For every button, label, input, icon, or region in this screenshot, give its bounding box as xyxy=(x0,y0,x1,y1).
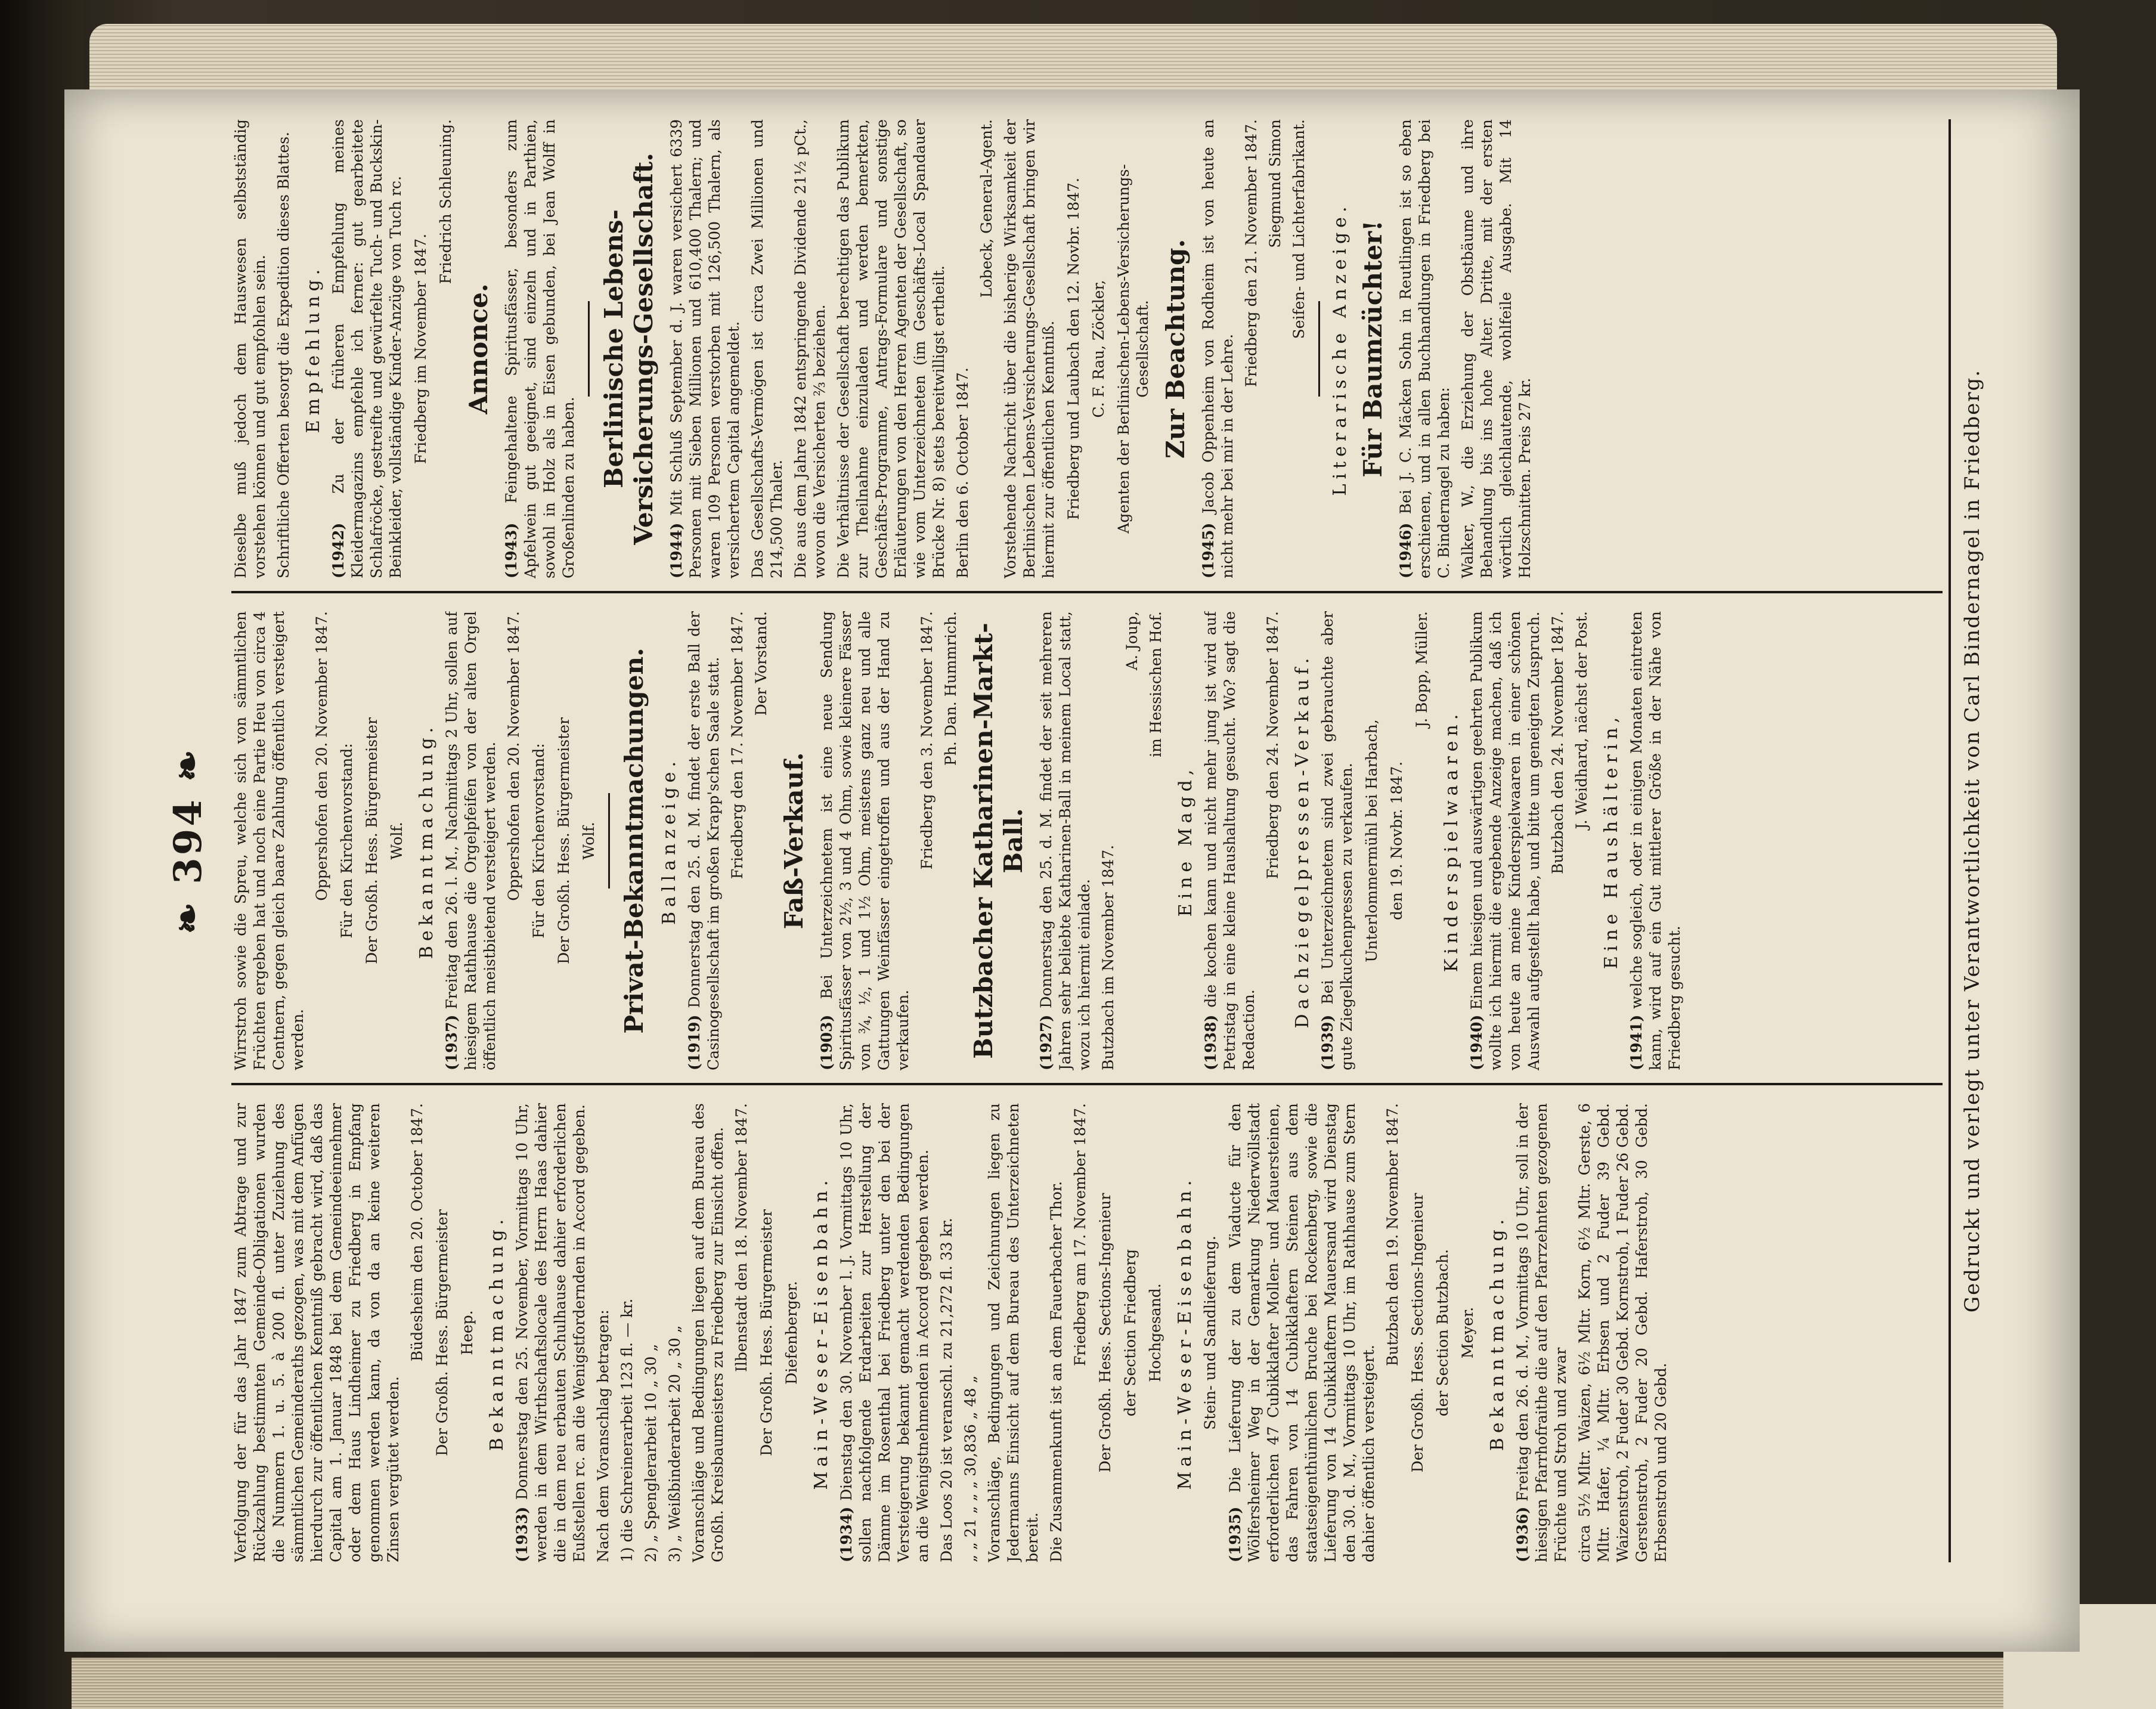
notice-text: Voranschläge und Bedingungen liegen auf dem Bureau des Großh. Kreisbaumeisters zu Friedberg zur Einsicht offen. xyxy=(690,1103,726,1562)
notice-signature: Der Vorstand. xyxy=(752,611,770,716)
notice-date: Friedberg am 17. November 1847. xyxy=(1071,1103,1089,1366)
notice-heading: Dachziegelpressen-Verkauf. xyxy=(1292,653,1313,1029)
notice-signature: Diefenberger. xyxy=(783,1281,800,1385)
notice-signature: Wolf. xyxy=(388,822,405,860)
notice-body: (1946) Bei J. C. Mäcken Sohn in Reutlingen ist so eben erschienen, und in allen Buchhandlungen in Friedberg bei C. Bindernagel zu haben: xyxy=(1397,119,1452,578)
notice-text: Die aus dem Jahre 1842 entspringende Dividende 21½ pCt., wovon die Versicherten ⅔ beziehen. xyxy=(792,119,828,578)
notice-heading: Bekanntmachung. xyxy=(487,1214,507,1451)
notice-signature: Der Großh. Hess. Bürgermeister xyxy=(555,717,572,964)
page-header xyxy=(166,119,219,1562)
notice-date: Berlin den 6. October 1847. xyxy=(954,367,971,578)
notice-text: 1) die Schreinerarbeit 123 fl. — kr. xyxy=(618,1298,636,1562)
notice-date: den 19. Novbr. 1847. xyxy=(1388,761,1405,921)
notice-text: Das Gesellschafts-Vermögen ist circa Zwei Millionen und 214,500 Thaler. xyxy=(749,119,785,578)
notice-body: (1942) Zu der früheren Empfehlung meines Kleidermagazins empfehle ich ferner: gut gearbeitete Schlafröcke, gestreifte und gewürfelte Tuch- und Buckskin-Beinkleider, vollständige Kinder-Anzüge von Tuch rc. xyxy=(330,119,404,578)
columns xyxy=(231,119,1943,1562)
notice-text: 3) „ Weißbinderarbeit 20 „ 30 „ xyxy=(666,1325,683,1562)
notice-date: Friedberg den 3. November 1847. xyxy=(918,611,935,870)
notice-body: (1940) Einem hiesigen und auswärtigen geehrten Publikum wollte ich hiermit die ergebende Anzeige machen, daß ich von heute an meine Kinderspielwaaren in einer schönen Auswahl aufgestellt habe, und bitte um geneigten Zuspruch. xyxy=(1468,611,1542,1070)
notice-signature: J. Bopp, Müller. xyxy=(1413,611,1430,727)
notice-signature: Für den Kirchenvorstand: xyxy=(530,743,547,939)
notice-body: (1919) Donnerstag den 25. d. M. findet der erste Ball der Casinogesellschaft im großen Krapp'schen Saale statt. xyxy=(686,611,722,1070)
notice-signature: Ph. Dan. Hummrich. xyxy=(942,611,959,766)
notice-date: Butzbach den 19. November 1847. xyxy=(1384,1103,1401,1367)
notice-heading-large: Zur Beachtung. xyxy=(1161,239,1190,459)
notice-text: Wirrstroh sowie die Spreu, welche sich von sämmtlichen Früchten ergeben hat und noch eine Partie Heu von circa 4 Centnern, gegen gleich baare Zahlung öffentlich versteigert werden. xyxy=(232,611,306,1070)
notice-signature: im Hessischen Hof. xyxy=(1147,611,1164,757)
notice-heading-large: Für Baumzüchter! xyxy=(1358,220,1387,478)
notice-heading: Kinderspielwaaren. xyxy=(1441,709,1462,973)
page-edges-bottom xyxy=(72,1658,2087,1709)
imprint-footer: Gedruckt und verlegt unter Verantwortlichkeit von Carl Bindernagel in Friedberg. xyxy=(1960,369,1984,1313)
notice-body: (1903) Bei Unterzeichnetem ist eine neue Sendung Spiritusfässer von 2½, 3 und 4 Ohm, sowie kleinere Fässer von ¾, ½, 1 und 1½ Ohm, meistens ganz neu und alle Gattungen Weinfässer eingetroffen und aus der Hand zu verkaufen. xyxy=(818,611,912,1070)
notice-signature: der Section Friedberg xyxy=(1122,1249,1139,1417)
notice-body: (1933) Donnerstag den 25. November, Vormittags 10 Uhr, werden in dem Wirthschaftslocale des Herrn Haas dahier die in dem neu erbauten Schulhause dahier erforderlichen Eußstellen rc. an die Wenigstfordernden in Accord gegeben. xyxy=(513,1103,588,1562)
notice-date: Friedberg im November 1847. xyxy=(412,233,429,465)
notice-body: (1927) Donnerstag den 25. d. M. findet der seit mehreren Jahren sehr beliebte Katharinen-Ball in meinem Local statt, wozu ich hiermit einlade. xyxy=(1037,611,1093,1070)
notice-date: Friedberg und Laubach den 12. Novbr. 1847. xyxy=(1065,178,1082,520)
notice-body: (1936) Freitag den 26. d. M., Vormittags 10 Uhr, soll in der hiesigen Pfarrhofraithe die auf den Pfarrzehnten gezogenen Früchte und Stroh und zwar xyxy=(1514,1103,1569,1562)
notice-date: Oppershofen den 20. November 1847. xyxy=(505,611,522,901)
section-heading: Privat-Bekanntmachungen. xyxy=(619,648,649,1034)
notice-date: Butzbach den 24. November 1847. xyxy=(1549,611,1566,875)
notice-signature: C. F. Rau, Zöckler, xyxy=(1090,280,1107,418)
notice-heading: Eine Haushälterin, xyxy=(1601,712,1622,970)
notice-body: (1945) Jacob Oppenheim von Rodheim ist von heute an nicht mehr bei mir in der Lehre. xyxy=(1200,119,1236,578)
notice-text: „ „ 21 „ „ „ 30,836 „ 48 „ xyxy=(962,1375,979,1562)
notice-text: 2) „ Spenglerarbeit 10 „ 30 „ xyxy=(642,1343,659,1562)
notice-subheading: Stein- und Sandlieferung. xyxy=(1201,1236,1219,1430)
notice-signature: Für den Kirchenvorstand: xyxy=(338,743,355,939)
notice-text: Die Verhältnisse der Gesellschaft berechtigen das Publikum zur Theilnahme einzuladen und werden bemerkten, Geschäfts-Programme, Antrags-Formulare und sonstige Erläuterungen von den Herren Agenten der Gesellschaft, so wie vom Unterzeichneten (im Geschäfts-Local Spandauer Brücke Nr. 8) stets bereitwilligst ertheilt. xyxy=(835,119,947,578)
notice-heading: Main-Weser-Eisenbahn. xyxy=(811,1175,832,1490)
notice-date: Oppershofen den 20. November 1847. xyxy=(313,611,330,901)
notice-heading: Bekanntmachung. xyxy=(1487,1214,1508,1451)
notice-body: (1939) Bei Unterzeichnetem sind zwei gebrauchte aber gute Ziegelkuchenpressen zu verkaufen. xyxy=(1319,611,1355,1070)
separator xyxy=(588,301,590,397)
notice-signature: Meyer. xyxy=(1459,1306,1476,1359)
notice-heading: Eine Magd, xyxy=(1175,764,1196,917)
notice-signature: Hochgesand. xyxy=(1147,1283,1164,1382)
notice-body: (1935) Die Lieferung der zu dem Viaducte für den Wölfersheimer Weg in der Gemarkung Niederwöllstadt erforderlichen 47 Cubikklafter Mollen- und Mauersteinen, das Fahren von 14 Cubikklaftern Steinen aus dem staatseigenthümlichen Bruche bei Rockenberg, sowie die Lieferung von 14 Cubikklaftern Mauersand wird Dienstag den 30. d. M., Vormittags 10 Uhr, im Rathhause zum Stern dahier öffentlich versteigert. xyxy=(1226,1103,1377,1562)
notice-heading: Ballanzeige. xyxy=(659,757,680,925)
notice-date: Friedberg den 24. November 1847. xyxy=(1264,611,1281,880)
notice-heading: Empfehlung. xyxy=(303,264,324,434)
notice-date: Ilbenstadt den 18. November 1847. xyxy=(733,1103,750,1372)
notice-signature: Heep. xyxy=(459,1310,476,1355)
notice-heading-large: Faß-Verkauf. xyxy=(779,752,808,930)
notice-text: Dieselbe muß jedoch dem Hauswesen selbstständig vorstehen können und gut empfohlen sein. xyxy=(232,119,268,578)
notice-text: circa 5½ Mltr. Waizen, 6½ Mltr. Korn, 6½ Mltr. Gerste, 6 Mltr. Hafer, ¼ Mltr. Erbsen und 2 Fuder 39 Gebd. Waizenstroh, 2 Fuder 30 Gebd. Kornstroh, 1 Fuder 26 Gebd. Gerstenstroh, 2 Fuder 20 Gebd. Haferstroh, 30 Gebd. Erbsenstroh und 20 Gebd. xyxy=(1576,1103,1669,1562)
notice-signature: Der Großh. Hess. Sections-Ingenieur xyxy=(1096,1193,1114,1473)
notice-signature: Siegmund Simon xyxy=(1266,119,1284,248)
notice-place: Unterlommermühl bei Harbach, xyxy=(1363,719,1380,962)
notice-signature: J. Weidhard, nächst der Post. xyxy=(1573,611,1590,829)
notice-signature: Der Großh. Hess. Bürgermeister xyxy=(363,717,380,964)
notice-heading-large: Berlinische Lebens-Versicherungs-Gesellschaft. xyxy=(599,153,658,545)
notice-heading-large: Annonce. xyxy=(464,283,493,414)
notice-signature: A. Joup, xyxy=(1123,611,1141,671)
notice-body: (1934) Dienstag den 30. November l. J. Vormittags 10 Uhr, sollen nachfolgende Erdarbeiten zur Herstellung der Dämme im Rosenthal bei Friedberg unter den bei der Versteigerung bekannt gemacht werdenden Bedingungen an die Wenigstnehmenden in Accord gegeben werden. xyxy=(838,1103,931,1562)
notice-text: Das Loos 20 ist veranschl. zu 21,272 fl. 33 kr. xyxy=(938,1218,955,1562)
page-number: ❧ 394 ❧ xyxy=(166,747,210,934)
notice-heading: Literarische Anzeige. xyxy=(1330,202,1350,496)
notice-body: (1937) Freitag den 26. l. M., Nachmittags 2 Uhr, sollen auf hiesigem Rathhause die Orgelpfeifen von der alten Orgel öffentlich meistbietend versteigert werden. xyxy=(443,611,498,1070)
notice-date: Friedberg den 21. November 1847. xyxy=(1243,119,1260,388)
notice-signature: Der Großh. Hess. Bürgermeister xyxy=(758,1209,775,1456)
newspaper-page xyxy=(64,89,2080,1652)
footer-rule xyxy=(1949,119,1951,1562)
notice-date: Büdesheim den 20. October 1847. xyxy=(408,1103,426,1362)
notice-signature: Der Großh. Hess. Sections-Ingenieur xyxy=(1409,1193,1426,1473)
notice-signature: Wolf. xyxy=(580,822,597,860)
notice-text: Voranschläge, Bedingungen und Zeichnungen liegen zu Jedermanns Einsicht auf dem Bureau des Unterzeichneten bereit. xyxy=(986,1103,1041,1562)
notice-body: (1944) Mit Schluß September d. J. waren versichert 6339 Personen mit Sieben Millionen und 610,400 Thalern; und waren 109 Personen verstorben mit 126,500 Thalern, als versichertem Capital angemeldet. xyxy=(668,119,742,578)
notice-signature: Seifen- und Lichterfabrikant. xyxy=(1290,119,1308,339)
notice-heading-large: Butzbacher Katharinen-Markt-Ball. xyxy=(969,623,1028,1059)
notice-text: Walker, W., die Erziehung der Obstbäume und ihre Behandlung bis ins hohe Alter. Dritte, mit der ersten wörtlich gleichlautende, wohlfeile Ausgabe. Mit 14 Holzschnitten. Preis 27 kr. xyxy=(1459,119,1534,578)
notice-text: Verfolgung der für das Jahr 1847 zum Abtrage und zur Rückzahlung bestimmten Gemeinde-Obligationen wurden die Nummern 1. u. 5. à 200 fl. unter Zuziehung des sämmtlichen Gemeinderaths gezogen, was mit dem Anfügen hierdurch zur öffentlichen Kenntniß gebracht wird, daß das Capital am 1. Januar 1848 bei dem Gemeindeeinnehmer oder dem Haus Lindheimer zu Friedberg in Empfang genommen werden kann, da von da an keine weiteren Zinsen vergütet werden. xyxy=(232,1103,402,1562)
rotated-page-content xyxy=(166,119,2038,1562)
notice-heading: Main-Weser-Eisenbahn. xyxy=(1175,1175,1195,1490)
notice-date: Friedberg den 17. November 1847. xyxy=(729,611,746,880)
notice-body: (1943) Feingehaltene Spiritusfässer, besonders zum Apfelwein gut geeignet, sind einzeln und in Parthien, sowohl in Holz als in Eisen gebunden, bei Jean Wolff in Großenlinden zu haben. xyxy=(503,119,577,578)
notice-text: Schriftliche Offerten besorgt die Expedition dieses Blattes. xyxy=(275,132,292,578)
separator xyxy=(1318,301,1320,397)
notice-signature: der Section Butzbach. xyxy=(1434,1249,1451,1417)
notice-signature: Friedrich Schleuning. xyxy=(437,119,454,284)
column-2 xyxy=(231,611,1943,1070)
column-1 xyxy=(231,1103,1943,1562)
notice-text: Vorstehende Nachricht über die bisherige Wirksamkeit der Berlinischen Lebens-Versicherungs-Gesellschaft bringen wir hiermit zur öffentlichen Kenntniß. xyxy=(1002,119,1057,578)
notice-signature: Der Großh. Hess. Bürgermeister xyxy=(433,1209,451,1456)
column-3 xyxy=(231,119,1943,578)
notice-signature: Lobeck, General-Agent. xyxy=(978,119,995,298)
notice-body: (1941) welche sogleich, oder in einigen Monaten eintreten kann, wird auf ein Gut mittlerer Größe in der Nähe von Friedberg gesucht. xyxy=(1628,611,1683,1070)
notice-body: (1938) die kochen kann und nicht mehr jung ist wird auf Petristag in eine kleine Haushaltung gesucht. Wo? sagt die Redaction. xyxy=(1202,611,1257,1070)
notice-date: Butzbach im November 1847. xyxy=(1099,844,1117,1070)
separator xyxy=(608,793,610,888)
notice-signature: Agenten der Berlinischen-Lebens-Versicherungs-Gesellschaft. xyxy=(1115,164,1151,534)
notice-heading: Bekanntmachung. xyxy=(416,722,437,959)
notice-text: Nach dem Voranschlag betragen: xyxy=(594,1309,612,1562)
notice-text: Die Zusammenkunft ist an dem Fauerbacher Thor. xyxy=(1048,1181,1065,1562)
